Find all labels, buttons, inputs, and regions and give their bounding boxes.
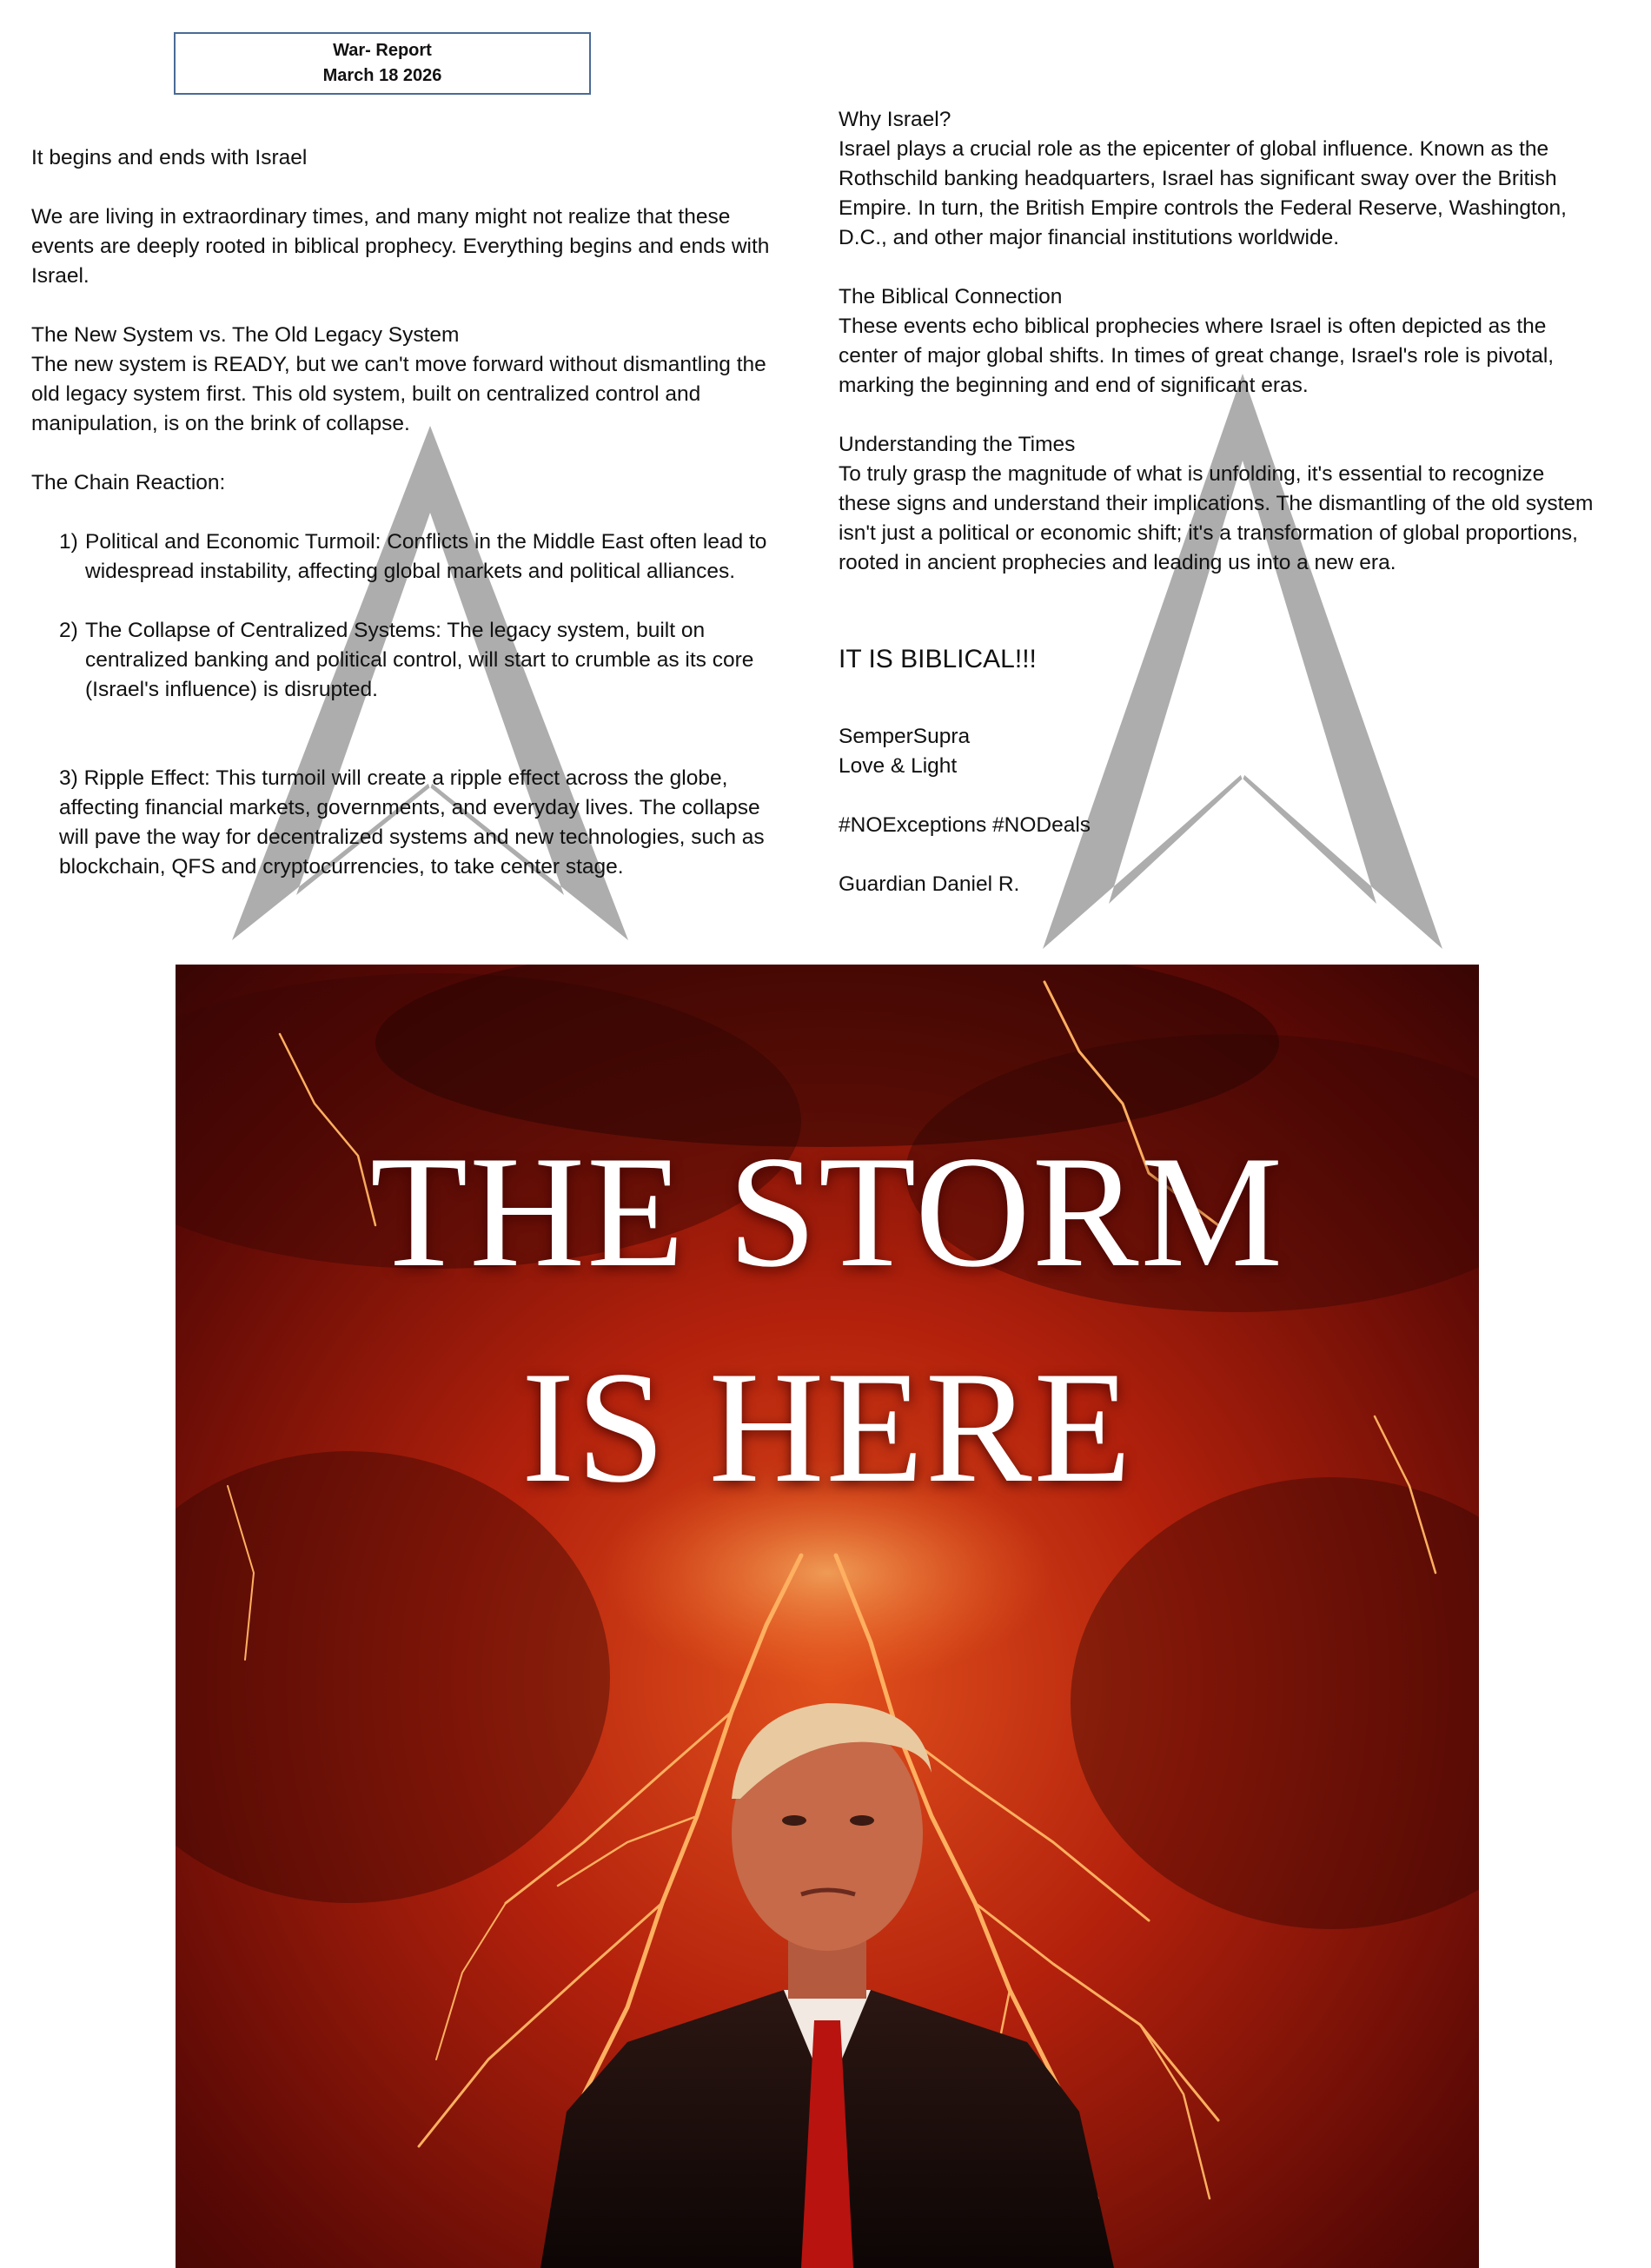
list-line: blockchain, QFS and cryptocurrencies, to take center stage. — [59, 855, 624, 879]
list-item — [31, 616, 769, 705]
paragraph-line: these signs and understand their implications. The dismantling of the old system — [839, 492, 1594, 515]
section-line: old legacy system first. This old system, built on centralized control and — [31, 382, 701, 406]
intro-line: We are living in extraordinary times, and many might not realize that these — [31, 205, 731, 229]
paragraph-line: Israel plays a crucial role as the epicenter of global influence. Known as the — [839, 137, 1549, 161]
paragraph-line: center of major global shifts. In times of great change, Israel's role is pivotal, — [839, 344, 1555, 368]
poster-title-line2: IS HERE — [521, 1338, 1133, 1515]
list-line: The Collapse of Centralized Systems: The legacy system, built on — [85, 619, 706, 642]
list-line: affecting financial markets, governments, and everyday lives. The collapse — [59, 796, 760, 819]
list-item — [31, 527, 769, 587]
intro-title: It begins and ends with Israel — [31, 146, 308, 169]
understanding-heading: Understanding the Times — [839, 433, 1076, 456]
ripple-effect-item — [31, 764, 769, 882]
chain-reaction-heading: The Chain Reaction: — [31, 471, 226, 494]
why-israel-heading: Why Israel? — [839, 108, 951, 131]
list-number: 1) — [59, 530, 78, 554]
hashtags: #NOExceptions #NODeals — [839, 813, 1091, 837]
paragraph-line: Empire. In turn, the British Empire controls the Federal Reserve, Washington, — [839, 196, 1567, 220]
paragraph-line: rooted in ancient prophecies and leading us into a new era. — [839, 551, 1396, 574]
left-column — [31, 143, 769, 882]
biblical-connection-heading: The Biblical Connection — [839, 285, 1063, 308]
paragraph-line: These events echo biblical prophecies where Israel is often depicted as the — [839, 315, 1547, 338]
paragraph-line: isn't just a political or economic shift; it's a transformation of global proportions, — [839, 521, 1578, 545]
paragraph-line: D.C., and other major financial institutions worldwide. — [839, 226, 1340, 249]
report-title: War- Report — [333, 41, 432, 60]
poster-title-line1: THE STORM — [369, 1123, 1285, 1300]
list-line: 3) Ripple Effect: This turmoil will create a ripple effect across the globe, — [59, 766, 728, 790]
list-number: 2) — [59, 619, 78, 642]
report-header-box — [174, 32, 591, 95]
storm-poster-image — [176, 965, 1479, 2268]
section-line: manipulation, is on the brink of collapse. — [31, 412, 410, 435]
intro-line: Israel. — [31, 264, 90, 288]
intro-line: events are deeply rooted in biblical prophecy. Everything begins and ends with — [31, 235, 770, 258]
sign-off: SemperSupra — [839, 725, 971, 748]
paragraph-line: Rothschild banking headquarters, Israel has significant sway over the British — [839, 167, 1557, 190]
right-column — [839, 105, 1593, 899]
signature: Guardian Daniel R. — [839, 872, 1020, 896]
paragraph-line: To truly grasp the magnitude of what is unfolding, it's essential to recognize — [839, 462, 1545, 486]
list-line: centralized banking and political control, will start to crumble as its core — [85, 648, 754, 672]
paragraph-line: marking the beginning and end of significant eras. — [839, 374, 1309, 397]
sign-off: Love & Light — [839, 754, 958, 778]
section-line: The new system is READY, but we can't move forward without dismantling the — [31, 353, 766, 376]
list-line: Political and Economic Turmoil: Conflicts in the Middle East often lead to — [85, 530, 767, 554]
report-date: March 18 2026 — [322, 66, 442, 85]
list-line: (Israel's influence) is disrupted. — [85, 678, 378, 701]
list-line: will pave the way for decentralized systems and new technologies, such as — [59, 826, 765, 849]
list-line: widespread instability, affecting global markets and political alliances. — [85, 560, 736, 583]
section-heading-new-system: The New System vs. The Old Legacy System — [31, 323, 460, 347]
it-is-biblical-text: IT IS BIBLICAL!!! — [839, 645, 1037, 673]
